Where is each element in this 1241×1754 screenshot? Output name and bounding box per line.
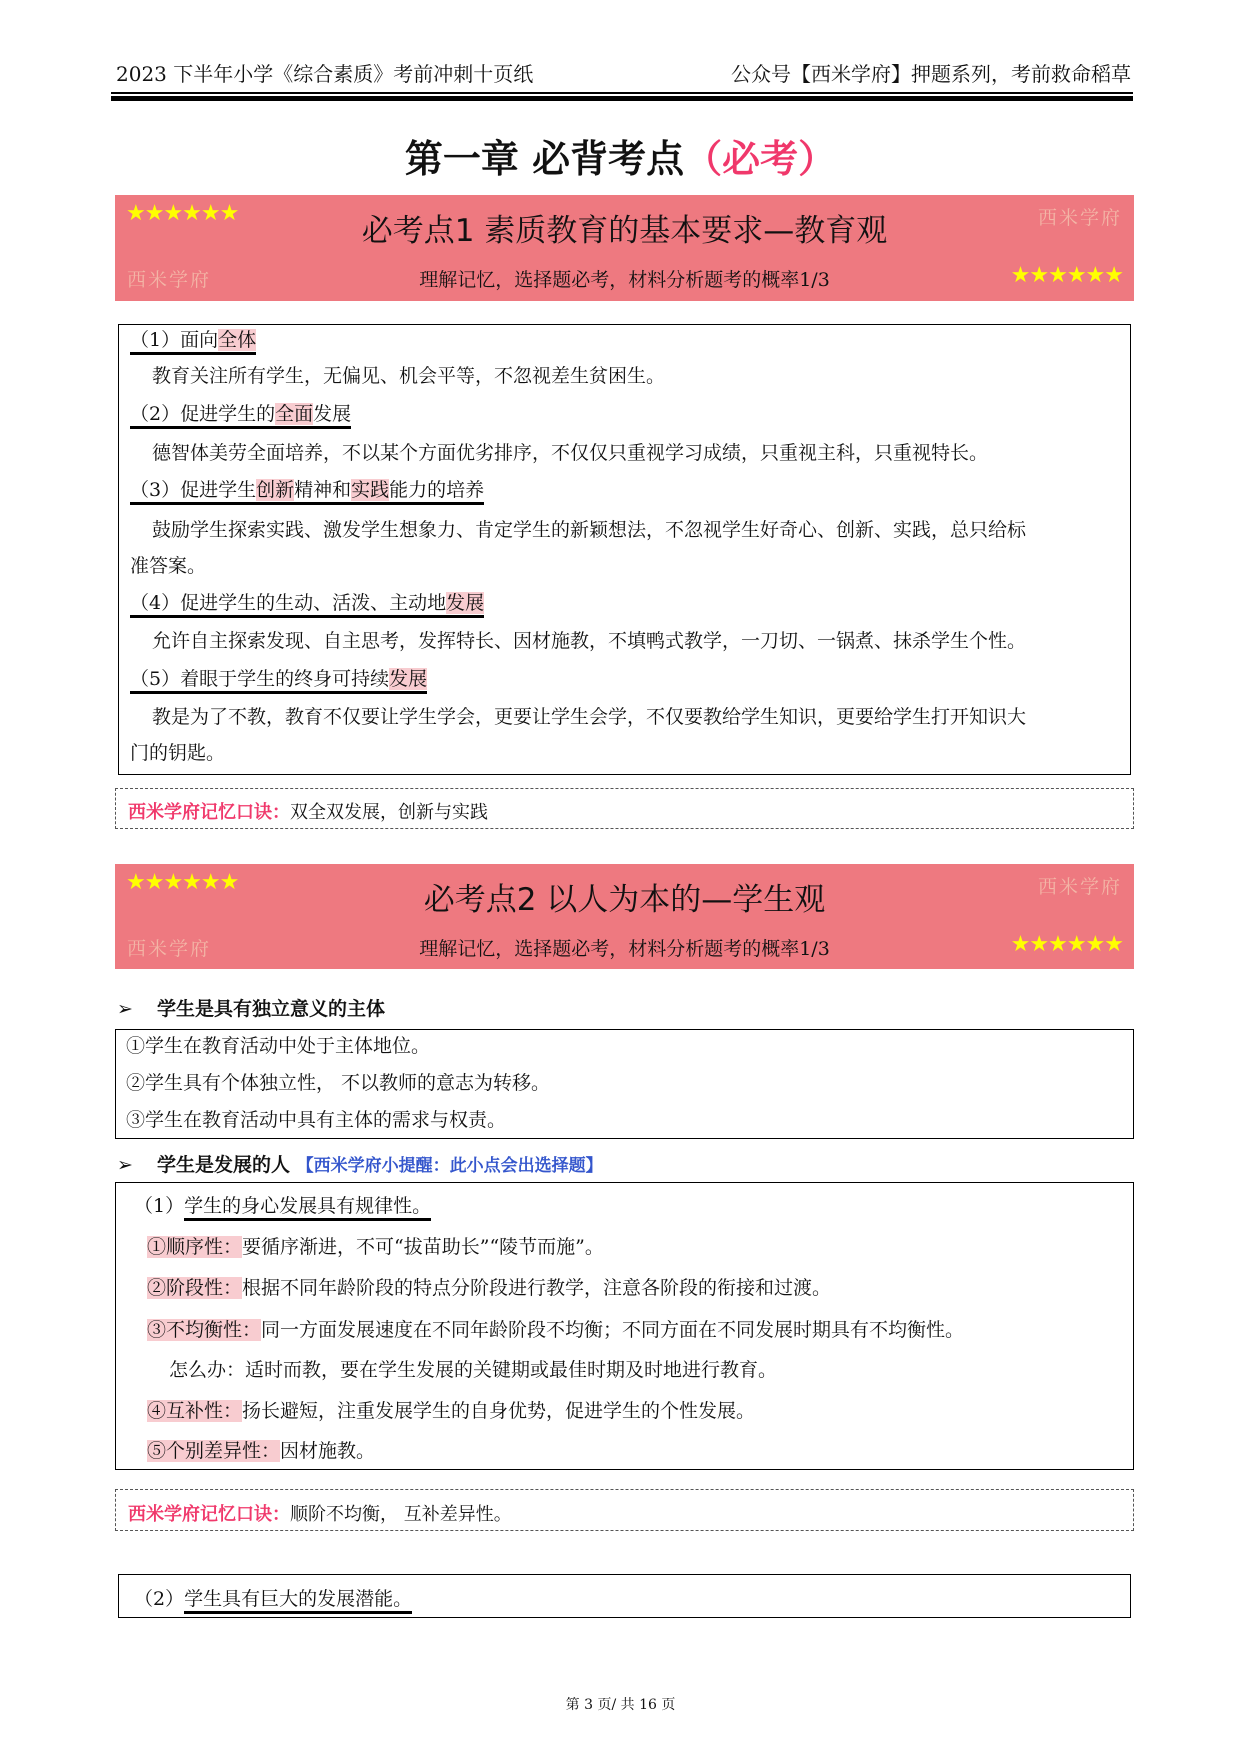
list-item [147,1232,604,1259]
subheading [134,1584,412,1611]
header-divider-thick [111,96,1133,101]
item-title [130,399,351,426]
star-rating-icon: ★★★★★★ [1010,263,1123,288]
highlight: 实践 [351,479,390,501]
highlight: 发展 [389,668,428,690]
text: （2）促进学生的 [130,403,276,425]
underlined-text: 学生的身心发展具有规律性。 [184,1195,431,1221]
item-body: 准答案。 [130,555,207,577]
text: （5）着眼于学生的终身可持续 [130,668,390,690]
exam-point-banner-1 [115,195,1134,301]
section-heading [117,994,385,1021]
mnemonic-text: 双全双发展，创新与实践 [290,802,488,823]
list-item [169,1355,777,1382]
list-item: ①学生在教育活动中处于主体地位。 [126,1035,431,1057]
banner-title: 必考点2 以人为本的—学生观 [423,882,826,918]
item-title [130,664,427,691]
mnemonic-box [115,788,1134,829]
star-rating-icon: ★★★★★★ [126,870,239,895]
item-body: 鼓励学生探索实践、激发学生想象力、肯定学生的新颖想法，不忽视学生好奇心、创新、实践，总只给标 [152,519,1027,541]
list-item [147,1396,755,1423]
page-number: 第 3 页/ 共 16 页 [565,1697,676,1713]
mnemonic-text: 顺阶不均衡， 互补差异性。 [290,1504,512,1525]
text: （1）面向 [130,329,219,351]
arrow-bullet-icon: ➢ [117,998,133,1020]
text: （4）促进学生的生动、活泼、主动地 [130,592,447,614]
item-title [130,475,484,502]
mnemonic-label: 西米学府记忆口诀： [128,802,290,823]
chapter-tag: （必考） [684,137,837,181]
header-left: 2023 下半年小学《综合素质》考前冲刺十页纸 [116,62,534,86]
text: （2） [134,1588,185,1610]
text: 精神和 [294,479,352,501]
section-title: 学生是发展的人 [157,1154,291,1176]
item-body: 教是为了不教，教育不仅要让学生学会，更要让学生会学，不仅要教给学生知识，更要给学生打开知识大 [152,706,1027,728]
banner-subtitle: 理解记忆，选择题必考，材料分析题考的概率1/3 [419,938,830,960]
chapter-title-text: 第一章 必背考点 [404,137,685,181]
header-divider [111,92,1133,94]
item-body: 允许自主探索发现、自主思考，发挥特长、因材施教，不填鸭式教学，一刀切、一锅煮、抹杀学生个性。 [152,630,1027,652]
list-item [147,1273,831,1300]
text: （1） [134,1195,185,1217]
chapter-title [0,128,1241,183]
text: 根据不同年龄阶段的特点分阶段进行教学，注意各阶段的衔接和过渡。 [242,1277,832,1299]
text: 扬长避短，注重发展学生的自身优势，促进学生的个性发展。 [242,1400,756,1422]
label: ④互补性： [147,1400,243,1422]
highlight: 创新 [256,479,295,501]
label: ②阶段性： [147,1277,243,1299]
section-title: 学生是具有独立意义的主体 [157,998,386,1020]
text: 要循序渐进，不可“拔苗助长”“陵节而施”。 [242,1236,604,1258]
text: （3）促进学生 [130,479,257,501]
list-item [147,1315,964,1342]
brand-watermark: 西米学府 [127,269,212,291]
item-body: 德智体美劳全面培养，不以某个方面优劣排序，不仅仅只重视学习成绩，只重视主科，只重视特长。 [152,442,989,464]
banner-subtitle: 理解记忆，选择题必考，材料分析题考的概率1/3 [419,269,830,291]
item-body: 教育关注所有学生，无偏见、机会平等，不忽视差生贫困生。 [152,365,666,387]
highlight: 发展 [446,592,485,614]
text: 发展 [313,403,352,425]
label: ⑤个别差异性： [147,1440,281,1462]
mnemonic-box [115,1489,1134,1531]
subheading [134,1191,431,1218]
text: 因材施教。 [280,1440,376,1462]
label: ①顺序性： [147,1236,243,1258]
arrow-bullet-icon: ➢ [117,1154,133,1176]
tip-note: 【西米学府小提醒：此小点会出选择题】 [296,1156,603,1176]
list-item: ③学生在教育活动中具有主体的需求与权责。 [126,1109,507,1131]
mnemonic-label: 西米学府记忆口诀： [128,1504,290,1525]
list-item [147,1436,375,1463]
list-item: ②学生具有个体独立性， 不以教师的意志为转移。 [126,1072,551,1094]
highlight: 全面 [275,403,314,425]
brand-watermark: 西米学府 [1037,207,1122,229]
section-heading [117,1150,603,1177]
highlight: 全体 [218,329,257,351]
exam-point-banner-2 [115,864,1134,969]
text: 能力的培养 [389,479,485,501]
underlined-text: 学生具有巨大的发展潜能。 [184,1588,412,1614]
brand-watermark: 西米学府 [127,938,212,960]
label: ③不均衡性： [147,1319,262,1341]
star-rating-icon: ★★★★★★ [126,201,239,226]
star-rating-icon: ★★★★★★ [1010,932,1123,957]
item-body: 门的钥匙。 [130,742,226,764]
text: 同一方面发展速度在不同年龄阶段不均衡；不同方面在不同发展时期具有不均衡性。 [261,1319,965,1341]
text: 怎么办：适时而教，要在学生发展的关键期或最佳时期及时地进行教育。 [169,1359,778,1381]
item-title [130,588,484,615]
item-title [130,325,256,352]
header-right: 公众号【西米学府】押题系列，考前救命稻草 [731,62,1131,86]
banner-title: 必考点1 素质教育的基本要求—教育观 [361,213,888,249]
brand-watermark: 西米学府 [1037,876,1122,898]
